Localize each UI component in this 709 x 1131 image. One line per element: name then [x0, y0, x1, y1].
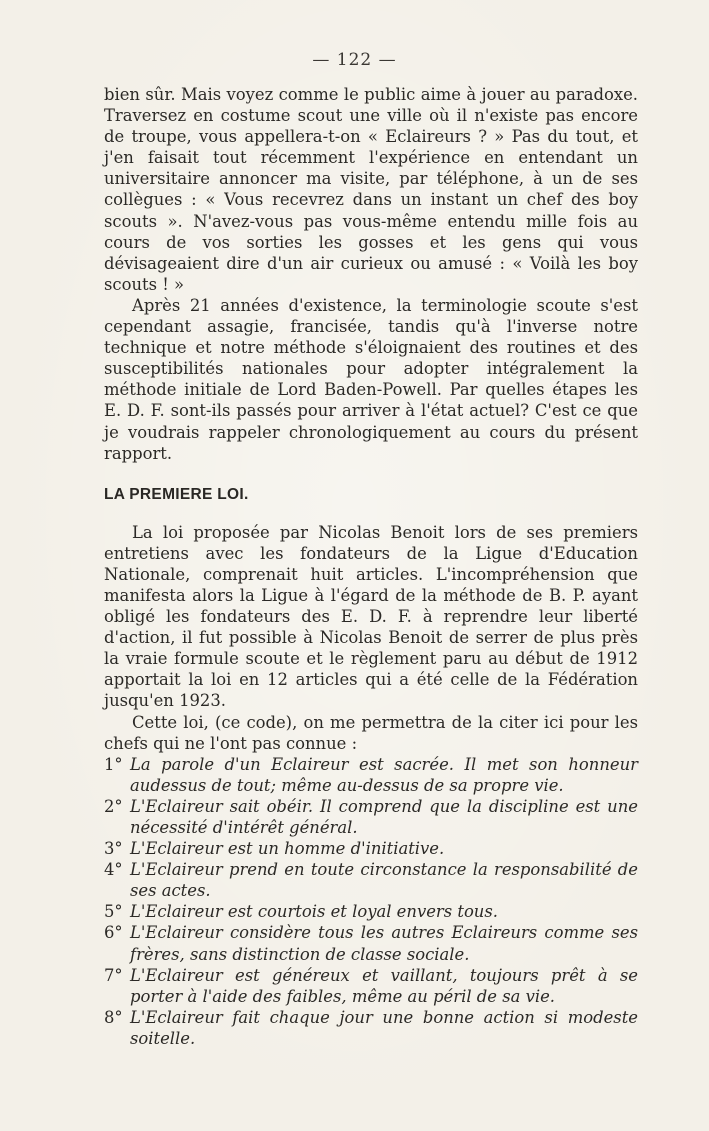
law-article: [104, 859, 638, 901]
law-article: [104, 901, 638, 922]
law-article: [104, 796, 638, 838]
law-number: 5°: [104, 902, 123, 922]
law-text: La parole d'un Eclaireur est sacrée. Il met son honneur audessus de tout; même au-dessus de sa propre vie.: [130, 754, 638, 795]
law-text: L'Eclaireur sait obéir. Il comprend que la discipline est une nécessité d'intérêt général.: [130, 796, 638, 837]
law-article: [104, 965, 638, 1007]
law-text: L'Eclaireur prend en toute circonstance la responsabilité de ses actes.: [130, 860, 638, 901]
law-text: L'Eclaireur fait chaque jour une bonne action si modeste soitelle.: [130, 1007, 638, 1048]
law-article: [104, 922, 638, 964]
law-number: 2°: [104, 796, 123, 816]
law-text: L'Eclaireur considère tous les autres Eclaireurs comme ses frères, sans distinction de classe sociale.: [130, 923, 638, 964]
law-number: 4°: [104, 860, 123, 880]
law-number: 1°: [104, 754, 123, 774]
law-article: [104, 754, 638, 796]
law-number: 6°: [104, 923, 123, 943]
law-article: [104, 1007, 638, 1049]
law-text: L'Eclaireur est généreux et vaillant, toujours prêt à se porter à l'aide des faibles, même au péril de sa vie.: [130, 965, 638, 1006]
section-heading: LA PREMIERE LOI.: [104, 485, 249, 503]
law-number: 8°: [104, 1007, 123, 1027]
paragraph-4: Cette loi, (ce code), on me permettra de la citer ici pour les chefs qui ne l'ont pas connue :: [104, 712, 638, 753]
paragraph-3: La loi proposée par Nicolas Benoit lors de ses premiers entretiens avec les fondateurs de la Ligue d'Education Nationale, comprenait huit articles. L'incompréhension que manifesta alors la Ligue à l'égard de la méthode de B. P. ayant obligé les fondateurs des E. D. F. à reprendre leur liberté d'action, il fut possible à Nicolas Benoit de serrer de plus près la vraie formule scoute et le règlement paru au début de 1912 apportait la loi en 12 articles qui a été celle de la Fédération jusqu'en 1923.: [104, 522, 638, 711]
paragraph-1: bien sûr. Mais voyez comme le public aime à jouer au paradoxe. Traversez en costume scout une ville où il n'existe pas encore de troupe, vous appellera-t-on « Eclaireurs ? » Pas du tout, et j'en faisait tout récemment l'expérience en entendant un universitaire annoncer ma visite, par téléphone, à un de ses collègues : « Vous recevrez dans un instant un chef des boy scouts ». N'avez-vous pas vous-même entendu mille fois au cours de vos sorties les gosses et les gens qui vous dévisageaient dire d'un air curieux ou amusé : « Voilà les boy scouts ! »: [104, 85, 638, 294]
law-text: L'Eclaireur est courtois et loyal envers tous.: [130, 902, 498, 922]
page-body: [104, 84, 638, 1049]
scout-law-list: [104, 754, 638, 1049]
law-number: 7°: [104, 965, 123, 985]
law-article: [104, 838, 638, 859]
law-number: 3°: [104, 839, 123, 859]
law-text: L'Eclaireur est un homme d'initiative.: [130, 839, 445, 859]
page-number: — 122 —: [312, 50, 397, 70]
paragraph-2: Après 21 années d'existence, la terminologie scoute s'est cependant assagie, francisée, tandis qu'à l'inverse notre technique et notre méthode s'éloignaient des routines et des susceptibilités nationales pour adopter intégralement la méthode initiale de Lord Baden-Powell. Par quelles étapes les E. D. F. sont-ils passés pour arriver à l'état actuel? C'est ce que je voudrais rappeler chronologiquement au cours du présent rapport.: [104, 295, 638, 463]
